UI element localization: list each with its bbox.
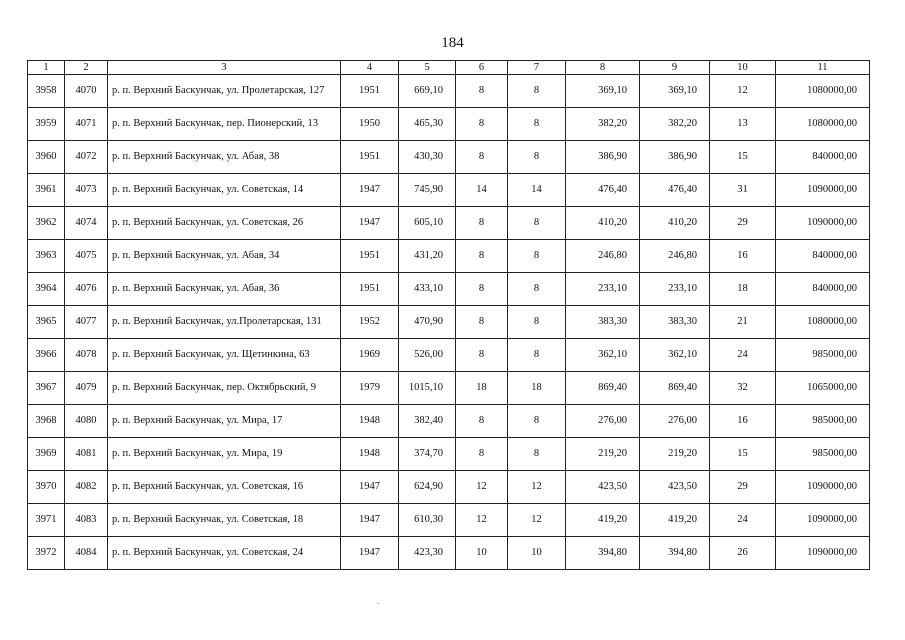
living-area-cell: 382,20 (566, 108, 640, 141)
apartments-count-2-cell: 8 (508, 438, 566, 471)
object-number-cell: 4074 (65, 207, 108, 240)
year-built-cell: 1948 (341, 438, 399, 471)
apartments-count-2-cell: 8 (508, 405, 566, 438)
address-cell: р. п. Верхний Баскунчак, ул. Мира, 17 (108, 405, 341, 438)
apartments-count-2-cell: 8 (508, 207, 566, 240)
living-area-2-cell: 369,10 (640, 75, 710, 108)
cost-value-cell: 1090000,00 (776, 504, 870, 537)
apartments-count-cell: 8 (456, 273, 508, 306)
record-number-cell: 3968 (28, 405, 65, 438)
record-number-cell: 3961 (28, 174, 65, 207)
year-built-cell: 1951 (341, 75, 399, 108)
table-row (28, 339, 870, 372)
column-header: 9 (640, 61, 710, 75)
living-area-2-cell: 383,30 (640, 306, 710, 339)
total-area-cell: 526,00 (399, 339, 456, 372)
column-header: 1 (28, 61, 65, 75)
address-cell: р. п. Верхний Баскунчак, ул. Мира, 19 (108, 438, 341, 471)
object-number-cell: 4078 (65, 339, 108, 372)
residents-count-cell: 26 (710, 537, 776, 570)
record-number-cell: 3960 (28, 141, 65, 174)
cost-value-cell: 1065000,00 (776, 372, 870, 405)
column-header: 5 (399, 61, 456, 75)
year-built-cell: 1951 (341, 141, 399, 174)
residents-count-cell: 15 (710, 438, 776, 471)
cost-value-cell: 1080000,00 (776, 75, 870, 108)
record-number-cell: 3964 (28, 273, 65, 306)
residents-count-cell: 24 (710, 339, 776, 372)
living-area-cell: 869,40 (566, 372, 640, 405)
table-row (28, 438, 870, 471)
living-area-cell: 369,10 (566, 75, 640, 108)
residents-count-cell: 21 (710, 306, 776, 339)
record-number-cell: 3958 (28, 75, 65, 108)
object-number-cell: 4073 (65, 174, 108, 207)
residents-count-cell: 16 (710, 405, 776, 438)
total-area-cell: 745,90 (399, 174, 456, 207)
table-row (28, 75, 870, 108)
cost-value-cell: 840000,00 (776, 273, 870, 306)
column-header: 4 (341, 61, 399, 75)
apartments-count-2-cell: 8 (508, 75, 566, 108)
apartments-count-cell: 8 (456, 75, 508, 108)
residents-count-cell: 18 (710, 273, 776, 306)
object-number-cell: 4084 (65, 537, 108, 570)
residents-count-cell: 29 (710, 207, 776, 240)
apartments-count-cell: 18 (456, 372, 508, 405)
cost-value-cell: 1090000,00 (776, 537, 870, 570)
address-cell: р. п. Верхний Баскунчак, пер. Октябрьский, 9 (108, 372, 341, 405)
living-area-cell: 276,00 (566, 405, 640, 438)
apartments-count-2-cell: 14 (508, 174, 566, 207)
table-row (28, 141, 870, 174)
record-number-cell: 3972 (28, 537, 65, 570)
object-number-cell: 4075 (65, 240, 108, 273)
total-area-cell: 669,10 (399, 75, 456, 108)
residents-count-cell: 24 (710, 504, 776, 537)
cost-value-cell: 840000,00 (776, 141, 870, 174)
total-area-cell: 433,10 (399, 273, 456, 306)
year-built-cell: 1947 (341, 207, 399, 240)
living-area-2-cell: 476,40 (640, 174, 710, 207)
cost-value-cell: 1090000,00 (776, 174, 870, 207)
apartments-count-cell: 12 (456, 471, 508, 504)
cost-value-cell: 1080000,00 (776, 306, 870, 339)
cost-value-cell: 1090000,00 (776, 207, 870, 240)
living-area-cell: 476,40 (566, 174, 640, 207)
table-row (28, 108, 870, 141)
table-row (28, 174, 870, 207)
living-area-2-cell: 382,20 (640, 108, 710, 141)
column-header: 3 (108, 61, 341, 75)
object-number-cell: 4083 (65, 504, 108, 537)
living-area-cell: 423,50 (566, 471, 640, 504)
residents-count-cell: 12 (710, 75, 776, 108)
address-cell: р. п. Верхний Баскунчак, ул. Советская, 26 (108, 207, 341, 240)
living-area-2-cell: 219,20 (640, 438, 710, 471)
column-header: 10 (710, 61, 776, 75)
residents-count-cell: 29 (710, 471, 776, 504)
table-row (28, 207, 870, 240)
apartments-count-cell: 8 (456, 405, 508, 438)
total-area-cell: 610,30 (399, 504, 456, 537)
address-cell: р. п. Верхний Баскунчак, ул. Советская, 24 (108, 537, 341, 570)
apartments-count-2-cell: 8 (508, 273, 566, 306)
living-area-2-cell: 423,50 (640, 471, 710, 504)
living-area-2-cell: 419,20 (640, 504, 710, 537)
object-number-cell: 4072 (65, 141, 108, 174)
apartments-count-cell: 14 (456, 174, 508, 207)
living-area-cell: 246,80 (566, 240, 640, 273)
residents-count-cell: 32 (710, 372, 776, 405)
address-cell: р. п. Верхний Баскунчак, ул. Советская, 18 (108, 504, 341, 537)
living-area-cell: 419,20 (566, 504, 640, 537)
apartments-count-2-cell: 8 (508, 240, 566, 273)
address-cell: р. п. Верхний Баскунчак, ул. Советская, 16 (108, 471, 341, 504)
total-area-cell: 470,90 (399, 306, 456, 339)
object-number-cell: 4077 (65, 306, 108, 339)
cost-value-cell: 840000,00 (776, 240, 870, 273)
record-number-cell: 3967 (28, 372, 65, 405)
living-area-2-cell: 386,90 (640, 141, 710, 174)
total-area-cell: 382,40 (399, 405, 456, 438)
apartments-count-2-cell: 12 (508, 471, 566, 504)
column-header: 2 (65, 61, 108, 75)
year-built-cell: 1952 (341, 306, 399, 339)
apartments-count-2-cell: 12 (508, 504, 566, 537)
column-header: 8 (566, 61, 640, 75)
column-header: 6 (456, 61, 508, 75)
living-area-cell: 362,10 (566, 339, 640, 372)
living-area-2-cell: 246,80 (640, 240, 710, 273)
year-built-cell: 1951 (341, 240, 399, 273)
cost-value-cell: 985000,00 (776, 405, 870, 438)
living-area-2-cell: 276,00 (640, 405, 710, 438)
address-cell: р. п. Верхний Баскунчак, ул. Абая, 38 (108, 141, 341, 174)
record-number-cell: 3966 (28, 339, 65, 372)
cost-value-cell: 985000,00 (776, 339, 870, 372)
address-cell: р. п. Верхний Баскунчак, ул. Абая, 36 (108, 273, 341, 306)
apartments-count-2-cell: 8 (508, 141, 566, 174)
apartments-count-cell: 10 (456, 537, 508, 570)
table-row (28, 405, 870, 438)
year-built-cell: 1969 (341, 339, 399, 372)
apartments-count-cell: 12 (456, 504, 508, 537)
address-cell: р. п. Верхний Баскунчак, ул. Советская, 14 (108, 174, 341, 207)
residents-count-cell: 16 (710, 240, 776, 273)
record-number-cell: 3971 (28, 504, 65, 537)
year-built-cell: 1951 (341, 273, 399, 306)
year-built-cell: 1947 (341, 471, 399, 504)
apartments-count-cell: 8 (456, 306, 508, 339)
cost-value-cell: 985000,00 (776, 438, 870, 471)
total-area-cell: 605,10 (399, 207, 456, 240)
apartments-count-cell: 8 (456, 240, 508, 273)
year-built-cell: 1947 (341, 504, 399, 537)
record-number-cell: 3963 (28, 240, 65, 273)
residents-count-cell: 31 (710, 174, 776, 207)
table-row (28, 306, 870, 339)
apartments-count-cell: 8 (456, 207, 508, 240)
living-area-cell: 219,20 (566, 438, 640, 471)
table-row (28, 537, 870, 570)
table-row (28, 273, 870, 306)
apartments-count-2-cell: 10 (508, 537, 566, 570)
living-area-2-cell: 869,40 (640, 372, 710, 405)
year-built-cell: 1948 (341, 405, 399, 438)
living-area-2-cell: 233,10 (640, 273, 710, 306)
page-number: 184 (441, 35, 464, 51)
address-cell: р. п. Верхний Баскунчак, ул. Щетинкина, 63 (108, 339, 341, 372)
object-number-cell: 4080 (65, 405, 108, 438)
object-number-cell: 4076 (65, 273, 108, 306)
address-cell: р. п. Верхний Баскунчак, ул.Пролетарская, 131 (108, 306, 341, 339)
residents-count-cell: 15 (710, 141, 776, 174)
total-area-cell: 1015,10 (399, 372, 456, 405)
apartments-count-cell: 8 (456, 339, 508, 372)
housing-registry-table (27, 60, 870, 570)
apartments-count-2-cell: 18 (508, 372, 566, 405)
record-number-cell: 3965 (28, 306, 65, 339)
object-number-cell: 4071 (65, 108, 108, 141)
residents-count-cell: 13 (710, 108, 776, 141)
table-row (28, 504, 870, 537)
address-cell: р. п. Верхний Баскунчак, ул. Абая, 34 (108, 240, 341, 273)
apartments-count-2-cell: 8 (508, 108, 566, 141)
living-area-cell: 383,30 (566, 306, 640, 339)
table-row (28, 240, 870, 273)
object-number-cell: 4082 (65, 471, 108, 504)
apartments-count-cell: 8 (456, 108, 508, 141)
column-header: 11 (776, 61, 870, 75)
living-area-cell: 410,20 (566, 207, 640, 240)
total-area-cell: 431,20 (399, 240, 456, 273)
address-cell: р. п. Верхний Баскунчак, ул. Пролетарская, 127 (108, 75, 341, 108)
living-area-2-cell: 394,80 (640, 537, 710, 570)
object-number-cell: 4081 (65, 438, 108, 471)
column-number-header-row (28, 61, 870, 75)
total-area-cell: 465,30 (399, 108, 456, 141)
column-header: 7 (508, 61, 566, 75)
year-built-cell: 1979 (341, 372, 399, 405)
record-number-cell: 3969 (28, 438, 65, 471)
year-built-cell: 1947 (341, 174, 399, 207)
record-number-cell: 3959 (28, 108, 65, 141)
total-area-cell: 374,70 (399, 438, 456, 471)
apartments-count-2-cell: 8 (508, 306, 566, 339)
cost-value-cell: 1090000,00 (776, 471, 870, 504)
scan-speck (377, 603, 379, 604)
living-area-cell: 394,80 (566, 537, 640, 570)
year-built-cell: 1950 (341, 108, 399, 141)
total-area-cell: 430,30 (399, 141, 456, 174)
table-row (28, 471, 870, 504)
apartments-count-2-cell: 8 (508, 339, 566, 372)
record-number-cell: 3970 (28, 471, 65, 504)
apartments-count-cell: 8 (456, 438, 508, 471)
table-row (28, 372, 870, 405)
living-area-2-cell: 362,10 (640, 339, 710, 372)
cost-value-cell: 1080000,00 (776, 108, 870, 141)
address-cell: р. п. Верхний Баскунчак, пер. Пионерский, 13 (108, 108, 341, 141)
object-number-cell: 4079 (65, 372, 108, 405)
living-area-cell: 386,90 (566, 141, 640, 174)
living-area-2-cell: 410,20 (640, 207, 710, 240)
table-body (28, 75, 870, 570)
apartments-count-cell: 8 (456, 141, 508, 174)
total-area-cell: 624,90 (399, 471, 456, 504)
object-number-cell: 4070 (65, 75, 108, 108)
record-number-cell: 3962 (28, 207, 65, 240)
living-area-cell: 233,10 (566, 273, 640, 306)
year-built-cell: 1947 (341, 537, 399, 570)
total-area-cell: 423,30 (399, 537, 456, 570)
